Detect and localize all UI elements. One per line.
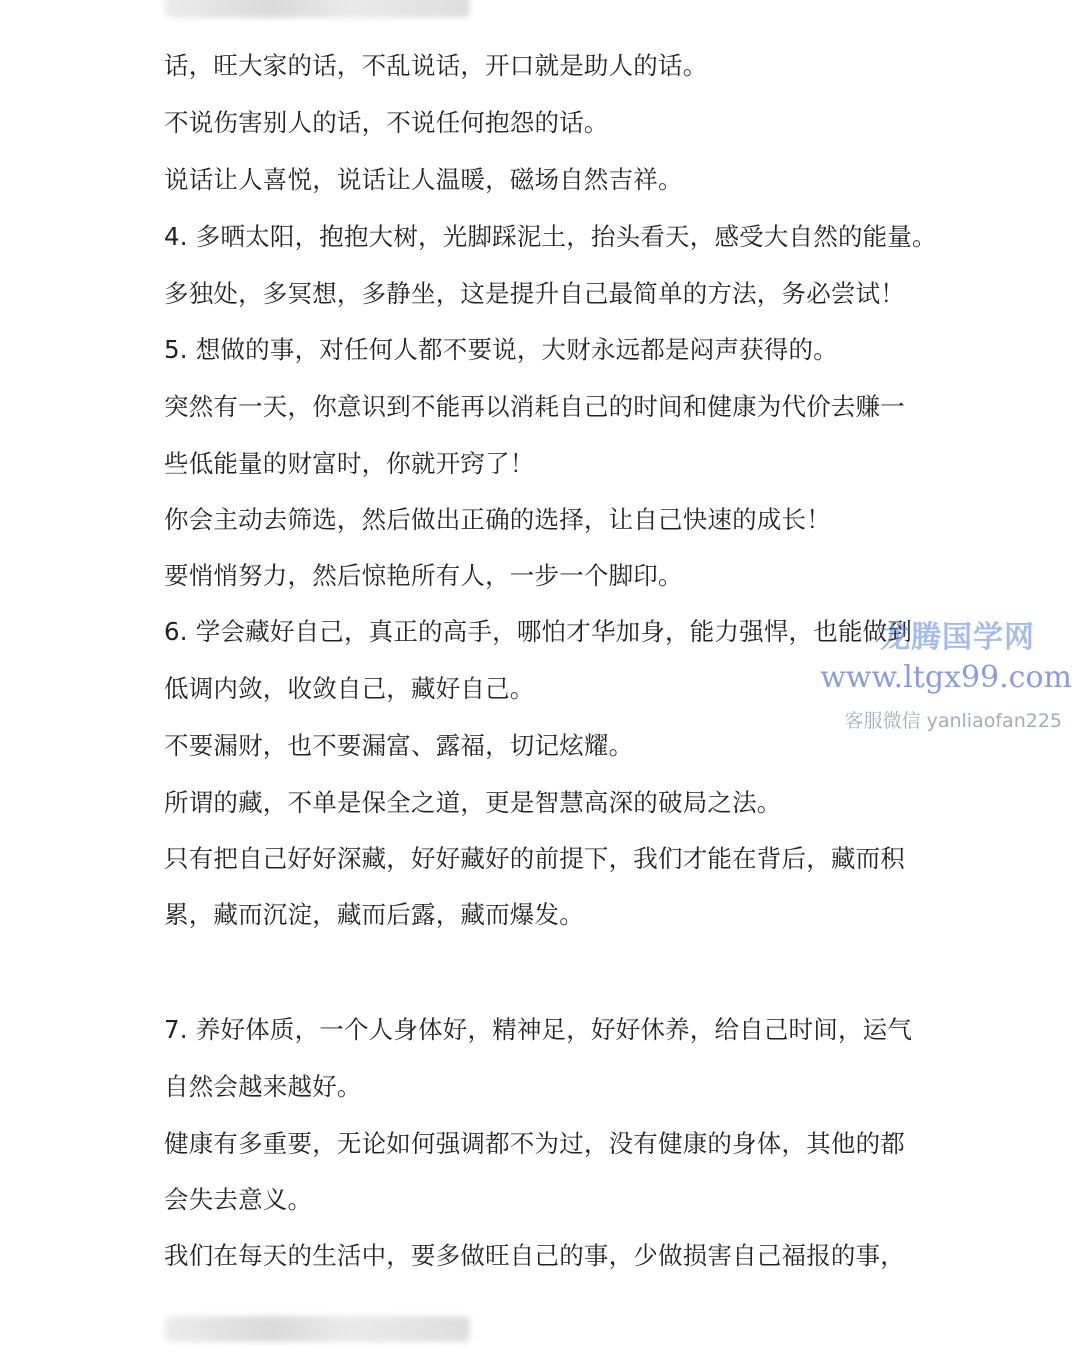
text-line: 5. 想做的事，对任何人都不要说，大财永远都是闷声获得的。 [164,335,838,364]
watermark-contact: 客服微信 yanliaofan225 [844,710,1062,732]
text-line: 所谓的藏，不单是保全之道，更是智慧高深的破局之法。 [164,788,782,817]
text-line: 会失去意义。 [164,1185,313,1214]
watermark-site-name: 龙腾国学网 [880,620,1035,655]
watermark-url: www.ltgx99.com [820,660,1072,695]
text-line: 只有把自己好好深藏，好好藏好的前提下，我们才能在背后，藏而积 [164,844,905,873]
blurred-footer-strip [165,1316,470,1342]
text-line: 我们在每天的生活中，要多做旺自己的事，少做损害自己福报的事， [164,1241,905,1270]
text-line: 低调内敛，收敛自己，藏好自己。 [164,674,535,703]
text-line: 自然会越来越好。 [164,1072,362,1101]
text-line: 4. 多晒太阳，抱抱大树，光脚踩泥土，抬头看天，感受大自然的能量。 [164,222,937,251]
text-line: 健康有多重要，无论如何强调都不为过，没有健康的身体，其他的都 [164,1129,905,1158]
text-line: 些低能量的财富时，你就开窍了！ [164,449,535,478]
text-line: 你会主动去筛选，然后做出正确的选择，让自己快速的成长！ [164,505,831,534]
text-line: 突然有一天，你意识到不能再以消耗自己的时间和健康为代价去赚一 [164,392,905,421]
text-line: 累，藏而沉淀，藏而后露，藏而爆发。 [164,900,584,929]
text-line: 不说伤害别人的话，不说任何抱怨的话。 [164,108,609,137]
text-line: 7. 养好体质，一个人身体好，精神足，好好休养，给自己时间，运气 [164,1015,913,1044]
text-line: 话，旺大家的话，不乱说话，开口就是助人的话。 [164,51,708,80]
text-line: 说话让人喜悦，说话让人温暖，磁场自然吉祥。 [164,165,683,194]
text-line: 不要漏财，也不要漏富、露福，切记炫耀。 [164,731,634,760]
text-line: 要悄悄努力，然后惊艳所有人，一步一个脚印。 [164,561,683,590]
text-line: 6. 学会藏好自己，真正的高手，哪怕才华加身，能力强悍，也能做到 [164,617,913,646]
text-line: 多独处，多冥想，多静坐，这是提升自己最简单的方法，务必尝试！ [164,279,905,308]
